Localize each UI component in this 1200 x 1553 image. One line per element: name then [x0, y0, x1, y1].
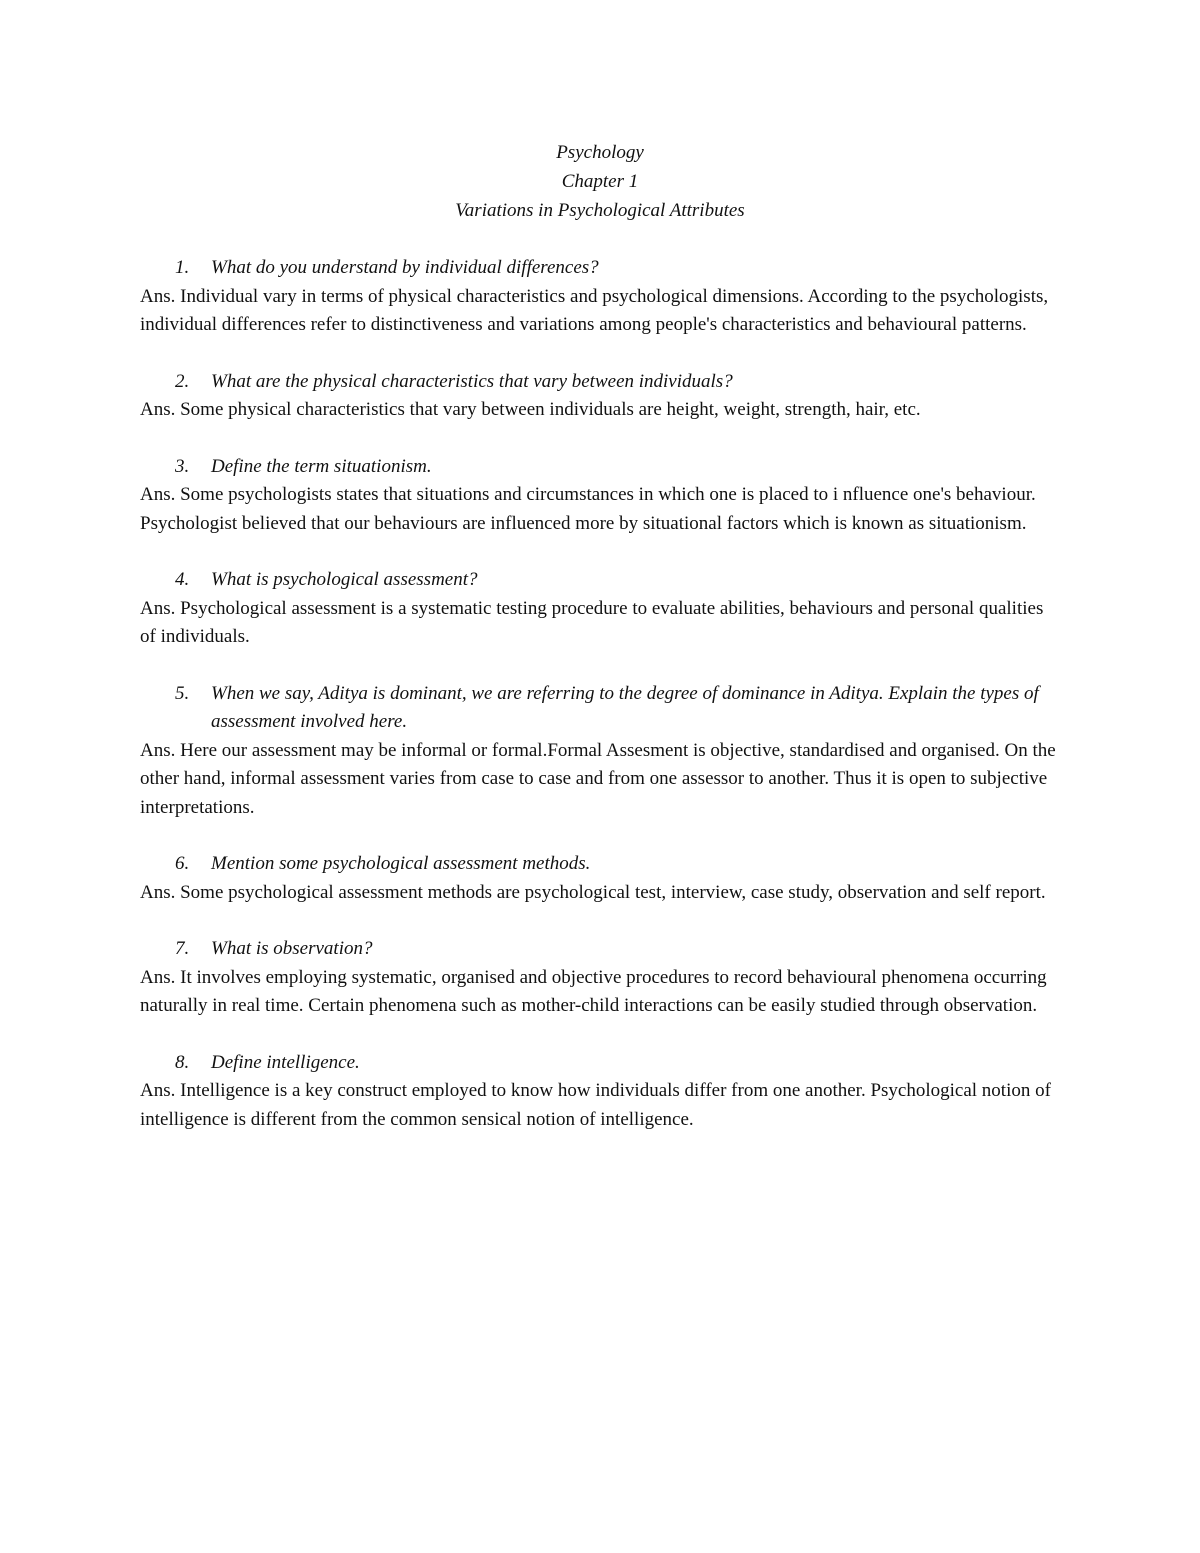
question-number: 2.: [175, 370, 190, 392]
document-page: [140, 138, 1060, 1162]
question-number: 3.: [175, 455, 190, 477]
question-text: Mention some psychological assessment methods.: [211, 853, 591, 874]
question-number: 4.: [175, 569, 190, 590]
document-subtitle: Variations in Psychological Attributes: [455, 200, 745, 221]
answer-text: Ans. Some psychological assessment methods are psychological test, interview, case study, observation and self report.: [140, 881, 1046, 903]
answer-text: Ans. Psychological assessment is a systematic testing procedure to evaluate abilities, behaviours and personal qualities of individuals.: [140, 597, 1044, 647]
qa-item: [140, 935, 1060, 1021]
document-title: Psychology: [556, 142, 644, 163]
answer-text: Ans. Here our assessment may be informal or formal.Formal Assesment is objective, standardised and organised. On the other hand, informal assessment varies from case to case and from one assessor to another. Thus it is open to subjective interpretations.: [140, 739, 1056, 818]
question-text: Define intelligence.: [211, 1051, 360, 1073]
qa-item: [140, 566, 1060, 652]
qa-item: [140, 1049, 1060, 1135]
question: [140, 368, 1060, 397]
question-number: 6.: [175, 853, 190, 874]
question: [140, 850, 1060, 879]
question-text: When we say, Aditya is dominant, we are referring to the degree of dominance in Aditya. Explain the types of assessment involved here.: [211, 682, 1039, 732]
qa-item: [140, 453, 1060, 539]
answer-text: Ans. Intelligence is a key construct employed to know how individuals differ from one another. Psychological notion of intelligence is different from the common sensical notion of intelligence.: [140, 1080, 1051, 1130]
question-text: What is observation?: [211, 938, 373, 959]
question: [140, 680, 1060, 737]
qa-item: [140, 368, 1060, 425]
question: [140, 1049, 1060, 1078]
answer-text: Ans. Individual vary in terms of physical characteristics and psychological dimensions. According to the psychologists, individual differences refer to distinctiveness and variations among people's characteristics and behavioural patterns.: [140, 285, 1049, 335]
answer-text: Ans. Some physical characteristics that vary between individuals are height, weight, strength, hair, etc.: [140, 399, 921, 420]
chapter-label: Chapter 1: [561, 171, 639, 192]
qa-item: [140, 680, 1060, 823]
answer-text: Ans. It involves employing systematic, organised and objective procedures to record behavioural phenomena occurring naturally in real time. Certain phenomena such as mother-child interactions can be easily studied through observation.: [140, 966, 1047, 1016]
question-text: What do you understand by individual differences?: [211, 257, 599, 278]
question-number: 5.: [175, 682, 190, 704]
question: [140, 566, 1060, 595]
question-text: What is psychological assessment?: [211, 569, 478, 590]
question-text: Define the term situationism.: [211, 455, 432, 477]
question: [140, 254, 1060, 283]
qa-item: [140, 254, 1060, 340]
question: [140, 453, 1060, 482]
question: [140, 935, 1060, 964]
answer-text: Ans. Some psychologists states that situations and circumstances in which one is placed to i nfluence one's behaviour. Psychologist believed that our behaviours are influenced more by situational factors which is known as situationism.: [140, 484, 1036, 534]
question-number: 7.: [175, 938, 190, 959]
question-text: What are the physical characteristics that vary between individuals?: [211, 370, 733, 392]
question-list: [140, 254, 1060, 1134]
question-number: 1.: [175, 257, 190, 278]
question-number: 8.: [175, 1051, 190, 1073]
qa-item: [140, 850, 1060, 907]
